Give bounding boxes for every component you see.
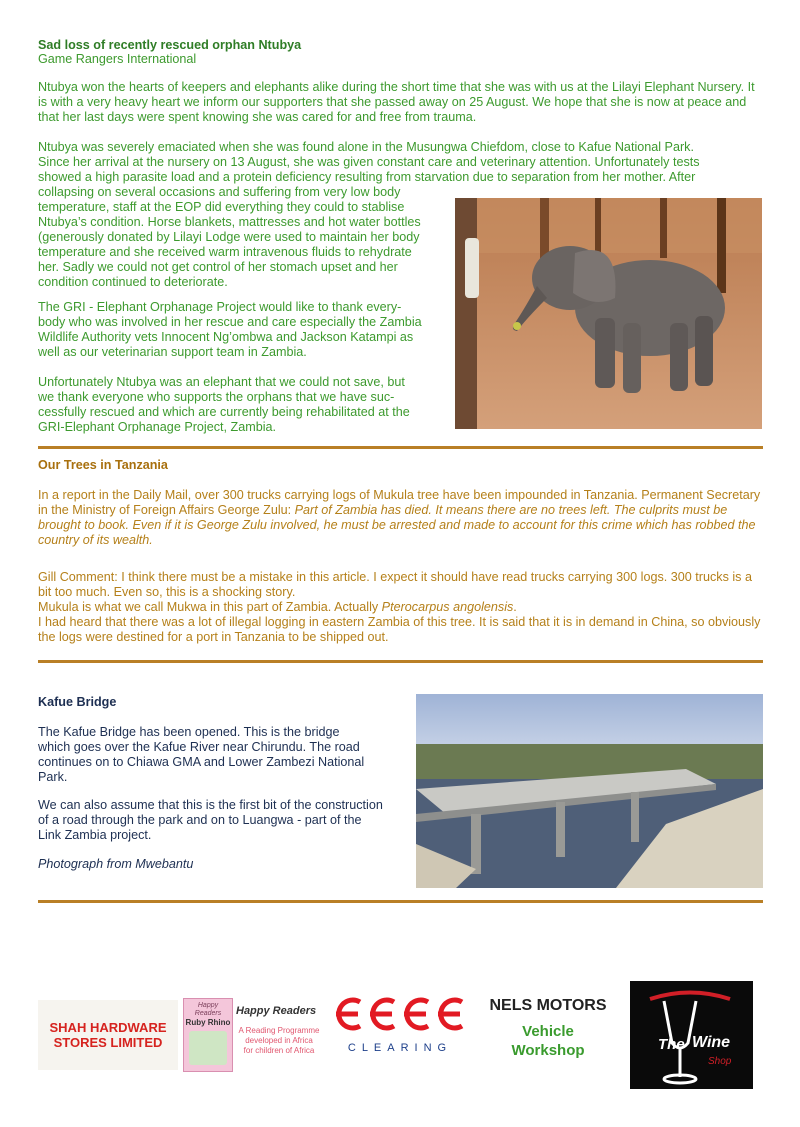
happy-line-1: A Reading Programme	[238, 1026, 320, 1035]
ntubya-paragraph-3	[38, 300, 458, 360]
esse-subtitle: CLEARING	[347, 1042, 453, 1054]
wine-the: The	[658, 1036, 685, 1053]
text-line: well as our veterinarian support team in Zambia.	[38, 345, 307, 359]
rhino-illustration	[189, 1031, 227, 1065]
bridge-photo	[416, 694, 763, 888]
trees-title: Our Trees in Tanzania	[38, 458, 168, 472]
bridge-paragraph-1	[38, 725, 418, 785]
text-line: The Kafue Bridge has been opened. This is the bridge	[38, 725, 340, 739]
esse-mark	[330, 994, 470, 1034]
happy-title: Happy Readers	[236, 1005, 317, 1017]
bridge-photo-art	[416, 694, 763, 888]
trees-comment-3: I had heard that there was a lot of illegal logging in eastern Zambia of this tree. It is said that it is in demand in China, so obviously the logs were destined for a port in Tanzania to be shipped out.	[38, 615, 761, 644]
text-line: GRI-Elephant Orphanage Project, Zambia.	[38, 420, 277, 434]
text-line: her. Sadly we could not get control of her stomach upset and her	[38, 260, 398, 274]
text-line: collapsing on several occasions and suffering from very low body	[38, 185, 401, 199]
text-line: cessfully rescued and which are currently being rehabilitated at the	[38, 405, 410, 419]
text-line: we thank everyone who supports the orphans that we have suc-	[38, 390, 395, 404]
trees-paragraph-1	[38, 488, 766, 548]
text-line: which goes over the Kafue River near Chirundu. The road	[38, 740, 360, 754]
text-line: Park.	[38, 770, 68, 784]
book-cover	[183, 998, 233, 1072]
shah-hardware-logo	[38, 1000, 178, 1070]
book-series: Happy Readers	[194, 1002, 222, 1017]
happy-line-3: for children of Africa	[243, 1046, 315, 1055]
text-line: Link Zambia project.	[38, 828, 152, 842]
happy-readers-logo	[181, 998, 321, 1070]
text-line: Since her arrival at the nursery on 13 August, she was given constant care and veterinary attention. Unfortunately tests	[38, 155, 700, 169]
text-line: of a road through the park and on to Luangwa - part of the	[38, 813, 362, 827]
elephant-photo-art	[455, 198, 762, 429]
wine-shop: Shop	[708, 1056, 732, 1067]
bridge-title: Kafue Bridge	[38, 695, 117, 709]
text-line: Unfortunately Ntubya was an elephant that we could not save, but	[38, 375, 405, 389]
text-line: temperature and she received warm intravenous fluids to rehydrate	[38, 245, 412, 259]
ntubya-source: Game Rangers International	[38, 52, 197, 66]
text-line: temperature, staff at the EOP did everything they could to stablise	[38, 200, 405, 214]
text-line: body who was involved in her rescue and care especially the Zambia	[38, 315, 422, 329]
trees-comment-2	[38, 600, 766, 615]
nels-title: NELS MOTORS	[489, 997, 607, 1014]
bridge-photo-credit: Photograph from Mwebantu	[38, 857, 194, 871]
trees-comment-1: Gill Comment: I think there must be a mistake in this article. I expect it should have read trucks carrying 300 logs. 300 trucks is a bit too much. Even so, this is a shocking story.	[38, 570, 752, 599]
nels-motors-logo	[478, 996, 618, 1066]
trees-report-text: In a report in the Daily Mail, over 300 trucks carrying logs of Mukula tree have been impounded in Tanzania. Permanent Secretary in the Ministry of Foreign Affairs George Zulu:	[38, 488, 761, 517]
text-line: Ntubya’s condition. Horse blankets, mattresses and hot water bottles	[38, 215, 421, 229]
trees-quote-text: Part of Zambia has died. It means there are no trees left. The culprits must be brought to book. Even if it is George Zulu involved, he must be arrested and made to account for this crime which has robbed the country of its wealth.	[38, 503, 756, 547]
text-line: Ntubya was severely emaciated when she was found alone in the Musungwa Chiefdom, close to Kafue National Park.	[38, 140, 694, 154]
trees-mukula-text: Mukula is what we call Mukwa in this part of Zambia. Actually	[38, 600, 382, 614]
text-line: condition continued to deteriorate.	[38, 275, 228, 289]
bridge-paragraph-2	[38, 798, 418, 843]
nels-line-2: Workshop	[511, 1042, 585, 1059]
wine-shop-logo	[630, 981, 753, 1089]
text-line: Wildlife Authority vets Innocent Ng’ombwa and Jackson Katampi as	[38, 330, 414, 344]
ntubya-paragraph-4	[38, 375, 458, 435]
trees-period: .	[513, 600, 517, 614]
divider	[38, 660, 763, 663]
book-title: Ruby Rhino	[185, 1018, 231, 1027]
nels-line-1: Vehicle	[522, 1023, 574, 1040]
ntubya-title: Sad loss of recently rescued orphan Ntubya	[38, 38, 302, 52]
happy-line-2: developed in Africa	[245, 1036, 313, 1045]
ntubya-paragraph-1: Ntubya won the hearts of keepers and elephants alike during the short time that she was with us at the Lilayi Elephant Nursery. It is with a very heavy heart we inform our supporters that she passed away on 25 August. We hope that she is now at peace and that her last days were spent knowing she was cared for and free from trauma.	[38, 80, 755, 124]
text-line: We can also assume that this is the first bit of the construction	[38, 798, 383, 812]
elephant-photo	[455, 198, 762, 429]
wine-wine: Wine	[692, 1034, 731, 1051]
shah-line-2: STORES LIMITED	[53, 1035, 163, 1050]
divider	[38, 900, 763, 903]
text-line: (generously donated by Lilayi Lodge were used to maintain her body	[38, 230, 420, 244]
text-line: The GRI - Elephant Orphanage Project would like to thank every-	[38, 300, 402, 314]
text-line: continues on to Chiawa GMA and Lower Zambezi National	[38, 755, 365, 769]
trees-species-text: Pterocarpus angolensis	[381, 600, 514, 614]
text-line: showed a high parasite load and a protein deficiency resulting from starvation due to separation from her mother. After	[38, 170, 696, 184]
shah-line-1: SHAH HARDWARE	[49, 1020, 167, 1035]
divider	[38, 446, 763, 449]
esse-clearing-logo	[330, 994, 470, 1058]
